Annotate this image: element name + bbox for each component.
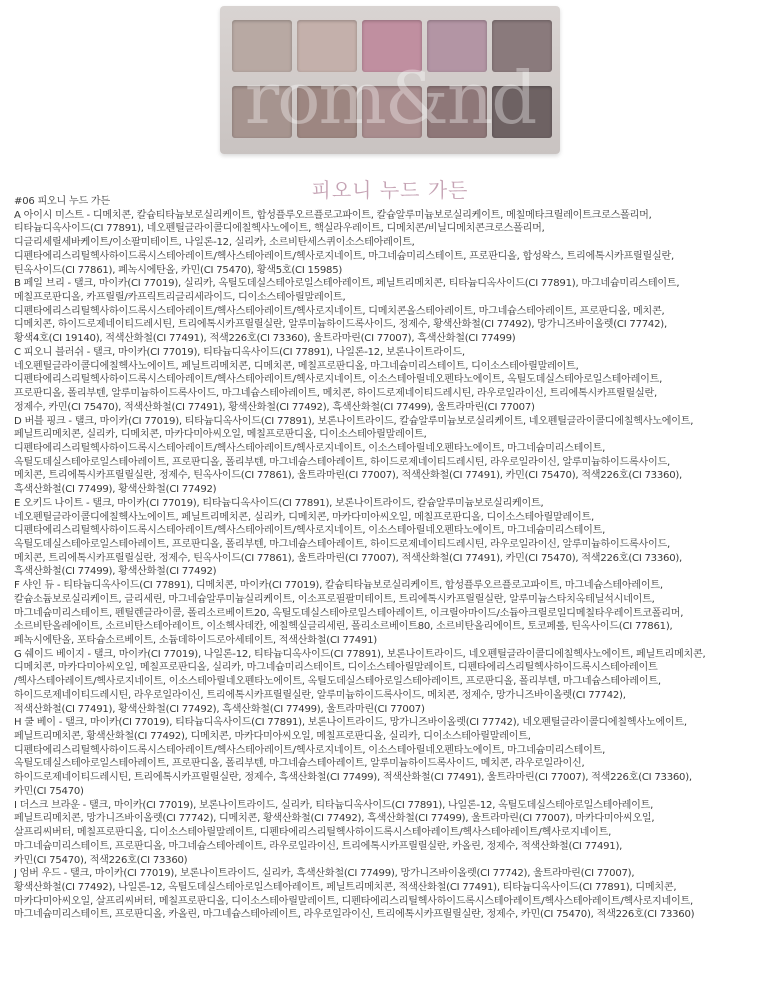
ingredient-line: 네오펜틸글라이콜디에칠헥사노에이트, 페닐트리메치콘, 실리카, 디메치콘, 마카다미아씨오일, 메칠프로판디올, 디이소스테아릴말레이트, bbox=[14, 511, 594, 523]
ingredient-line: 디펜타에리스리틸헥사하이드록시스테아레이트/헥사스테아레이트/헥사로지네이트, 이소스테아릴네오펜타노에이트, 마그네슘미리스테이트, bbox=[14, 744, 606, 756]
ingredient-line: E 오키드 나이트 - 탤크, 마이카(CI 77019), 티타늄디옥사이드(CI 77891), 보론나이트라이드, 칼슘알루미늄보로실리케이트, bbox=[14, 497, 544, 509]
ingredient-list bbox=[14, 195, 774, 922]
ingredient-line: 황색산화철(CI 77492), 나일론-12, 옥틸도데실스테아로일스테아레이트, 페닐트리메치콘, 적색산화철(CI 77491), 티타늄디옥사이드(CI 77891), 디메치콘, bbox=[14, 881, 677, 893]
ingredient-line: 황색4호(CI 19140), 적색산화철(CI 77491), 적색226호(CI 73360), 울트라마린(CI 77007), 흑색산화철(CI 77499) bbox=[14, 333, 516, 345]
ingredient-line: H 쿨 베이 - 탤크, 마이카(CI 77019), 티타늄디옥사이드(CI 77891), 보론나이트라이드, 망가니즈바이올렛(CI 77742), 네오펜틸글라이콜디에칠헥사노에이트, bbox=[14, 717, 687, 729]
ingredient-line: 네오펜틸글라이콜디에칠헥사노에이트, 페닐트리메치콘, 디메치콘, 메칠프로판디올, 마그네슘미리스테이트, 디이소스테아릴말레이트, bbox=[14, 360, 579, 372]
ingredient-line: 디펜타에리스리틸헥사하이드록시스테아레이트/헥사스테아레이트/헥사로지네이트, 이소스테아릴네오펜타노에이트, 마그네슘미리스테이트, bbox=[14, 442, 606, 454]
ingredient-line: 페닐트리메치콘, 황색산화철(CI 77492), 디메치콘, 마카다미아씨오일, 메칠프로판디올, 실리카, 디이소스테아릴말레이트, bbox=[14, 731, 531, 743]
product-photo bbox=[0, 0, 780, 172]
brand-watermark: rom&nd bbox=[244, 56, 536, 140]
ingredient-line: G 쉐이드 베이지 - 탤크, 마이카(CI 77019), 나일론-12, 티타늄디옥사이드(CI 77891), 보론나이트라이드, 네오펜틸글라이콜디에칠헥사노에이트, 페닐트리메치콘, bbox=[14, 648, 706, 660]
ingredient-line: 카민(CI 75470) bbox=[14, 785, 84, 797]
ingredient-line: 페닐트리메치콘, 망가니즈바이올렛(CI 77742), 디메치콘, 황색산화철(CI 77492), 흑색산화철(CI 77499), 울트라마린(CI 77007), 마카다미아씨오일, bbox=[14, 813, 655, 825]
ingredient-line: 소르비탄올레에이트, 소르비탄스테아레이트, 이소헥사데칸, 에칠헥실글리세린, 폴리소르베이트80, 소르비탄올리에이트, 토코페롤, 틴옥사이드(CI 77861), bbox=[14, 621, 673, 633]
ingredient-line: 디메치콘, 하이드로제네이티드레시틴, 트리에톡시카프릴릴실란, 알루미늄하이드록사이드, 정제수, 황색산화철(CI 77492), 망가니즈바이올렛(CI 77742), bbox=[14, 319, 667, 331]
ingredient-line: 칼슘소듐보로실리케이트, 글리세린, 마그네슘알루미늄실리케이트, 이소프로필팔미테이트, 트리에톡시카프릴릴실란, 알루미늄스타치옥테닐석시네이트, bbox=[14, 593, 655, 605]
ingredient-line: 티타늄디옥사이드(CI 77891), 네오펜틸글라이콜디에칠헥사노에이트, 핵실라우레이트, 디메치콘/비닐디메치콘크로스폴리머, bbox=[14, 223, 545, 235]
ingredient-line: B 페일 브리 - 탤크, 마이카(CI 77019), 실리카, 옥틸도데실스테아로일스테아레이트, 페닐트리메치콘, 티타늄디옥사이드(CI 77891), 마그네슘미리스테이트, bbox=[14, 278, 680, 290]
ingredient-line: 디펜타에리스리틸헥사하이드록시스테아레이트/헥사스테아레이트/헥사로지네이트, 디메치콘올스테아레이트, 마그네슘스테아레이트, 프로판디올, 메치콘, bbox=[14, 305, 665, 317]
ingredient-line: F 샤인 듀 - 티타늄디옥사이드(CI 77891), 디메치콘, 마이카(CI 77019), 칼슘티타늄보로실리케이트, 합성플루오르플로고파이트, 마그네슘스테아레이트, bbox=[14, 580, 663, 592]
ingredient-line: 메칠프로판디올, 카프릴릴/카프릭트리글리세라이드, 디이소스테아릴말레이트, bbox=[14, 292, 346, 304]
ingredient-line: 마그네슘미리스테이트, 프로판디올, 마그네슘스테아레이트, 라우로일라이신, 트리에톡시카프릴릴실란, 카올린, 정제수, 적색산화철(CI 77491), bbox=[14, 840, 623, 852]
ingredient-line: 페녹시에탄올, 포타슘소르베이트, 소듐데하이드로아세테이트, 적색산화철(CI 77491) bbox=[14, 635, 377, 646]
ingredient-line: 페닐트리메치콘, 실리카, 디메치콘, 마카다미아씨오일, 메칠프로판디올, 디이소스테아릴말레이트, bbox=[14, 429, 427, 441]
ingredient-line: D 버블 핑크 - 탤크, 마이카(CI 77019), 티타늄디옥사이드(CI 77891), 보론나이트라이드, 칼슘알루미늄보로실리케이트, 네오펜틸글라이콜디에칠헥사노에이트, bbox=[14, 415, 694, 427]
ingredient-line: 메치콘, 트리에톡시카프릴릴실란, 정제수, 틴옥사이드(CI 77861), 울트라마린(CI 77007), 적색산화철(CI 77491), 카민(CI 75470), 적색226호(CI 73360), bbox=[14, 470, 683, 482]
ingredient-line: 틴옥사이드(CI 77861), 폐녹시에탄올, 카민(CI 75470), 황색5호(CI 15985) bbox=[14, 264, 343, 276]
ingredient-line: 카민(CI 75470), 적색226호(CI 73360) bbox=[14, 854, 188, 866]
ingredient-line: 마카다미아씨오일, 살프리씨버터, 메칠프로판디올, 디이소스테아릴말레이트, 디펜타에리스리틸헥사하이드록시스테아레이트/헥사스테아레이트/헥사로지네이트, bbox=[14, 895, 693, 907]
ingredient-line: 메치콘, 트리에톡시카프릴릴실란, 정제수, 틴옥사이드(CI 77861), 울트라마린(CI 77007), 적색산화철(CI 77491), 카민(CI 75470), 적색226호(CI 73360), bbox=[14, 552, 683, 564]
ingredient-line: 정제수, 카민(CI 75470), 적색산화철(CI 77491), 황색산화철(CI 77492), 흑색산화철(CI 77499), 울트라마린(CI 77007) bbox=[14, 401, 535, 413]
ingredient-line: 살프리씨버터, 메칠프로판디올, 디이소스테아릴말레이트, 디펜타에리스리틸헥사하이드록시스테아레이트/헥사스테아레이트/헥사로지네이트, bbox=[14, 827, 612, 839]
ingredient-line: 옥틸도데실스테아로일스테아레이트, 프로판디올, 폴리부텐, 마그네슘스테아레이트, 하이드로제네이티드레시틴, 라우로일라이신, 알루미늄하이드록사이드, bbox=[14, 538, 670, 550]
ingredient-line: 적색산화철(CI 77491), 황색산화철(CI 77492), 흑색산화철(CI 77499), 울트라마린(CI 77007) bbox=[14, 703, 425, 715]
ingredient-line: 하이드로제네이티드레시틴, 라우로일라이신, 트리에톡시카프릴릴실란, 알루미늄하이드록사이드, 메치콘, 정제수, 망가니즈바이올렛(CI 77742), bbox=[14, 689, 626, 701]
ingredient-line: J 엄버 우드 - 탤크, 마이카(CI 77019), 보론나이트라이드, 실리카, 흑색산화철(CI 77499), 망가니즈바이올렛(CI 77742), 울트라마린(CI 77007), bbox=[14, 868, 635, 880]
ingredient-line: 흑색산화철(CI 77499), 황색산화철(CI 77492) bbox=[14, 566, 217, 578]
ingredient-line: 프로판디올, 폴리부텐, 알루미늄하이드록사이드, 마그네슘스테아레이트, 메치콘, 하이드로제네이티드레시틴, 라우로일라이신, 트리에톡시카프릴릴실란, bbox=[14, 388, 657, 400]
ingredient-line: A 아이시 미스트 - 디메치콘, 칼슘티타늄보로실리케이트, 합성플루오르플로고파이트, 칼슘알루미늄보로실리케이트, 메칠메타크릴레이트크로스폴리머, bbox=[14, 209, 652, 221]
ingredient-line: 디메치콘, 마카다미아씨오일, 메칠프로판디올, 실리카, 마그네슘미리스테이트, 디이소스테아릴말레이트, 디펜타에리스리틸헥사하이드록시스테아레이트 bbox=[14, 662, 658, 674]
ingredient-line: 디글리세릴세바케이트/이소팔미테이트, 나일론-12, 실리카, 소르비탄세스퀴이소스테아레이트, bbox=[14, 237, 415, 249]
ingredient-line: 디펜타에리스리틸헥사하이드록시스테아레이트/헥사스테아레이트/헥사로지네이트, 마그네슘미리스테이트, 프로판디올, 합성왁스, 트리에톡시카프릴릴실란, bbox=[14, 250, 674, 262]
ingredient-line: 하이드로제네이티드레시틴, 트리에톡시카프릴릴실란, 정제수, 흑색산화철(CI 77499), 적색산화철(CI 77491), 울트라마린(CI 77007), 적색226호(CI 73360), bbox=[14, 772, 692, 784]
ingredient-line: 마그네슘미리스테이트, 프로판디올, 카올린, 마그네슘스테아레이트, 라우로일라이신, 트리에톡시카프릴릴실란, 정제수, 카민(CI 75470), 적색226호(CI 73360) bbox=[14, 909, 695, 921]
ingredient-line: I 더스크 브라운 - 탤크, 마이카(CI 77019), 보론나이트라이드, 실리카, 티타늄디옥사이드(CI 77891), 나일론-12, 옥틸도데실스테아로일스테아레이트, bbox=[14, 799, 654, 811]
ingredient-line: C 피오니 블러쉬 - 탤크, 마이카(CI 77019), 티타늄디옥사이드(CI 77891), 나일론-12, 보론나이트라이드, bbox=[14, 346, 465, 358]
ingredient-line: 옥틸도데실스테아로일스테아레이트, 프로판디올, 폴리부텐, 마그네슘스테아레이트, 알루미늄하이드록사이드, 메치콘, 라우로일라이신, bbox=[14, 758, 585, 770]
ingredient-line: 디펜타에리스리틸헥사하이드록시스테아레이트/헥사스테아레이트/헥사로지네이트, 이소스테아릴네오펜타노에이트, 옥틸도데실스테아로일스테아레이트, bbox=[14, 374, 663, 386]
ingredient-line: 마그네슘미리스테이트, 펜틸렌글라이콜, 폴리소르베이트20, 옥틸도데실스테아로일스테아레이트, 이크릴아마이드/소듐아크릴로일디메칠타우레이트코폴리머, bbox=[14, 607, 684, 619]
product-heading: #06 피오니 누드 가든 bbox=[14, 196, 110, 207]
ingredient-line: 옥틸도데실스테아로일스테아레이트, 프로판디올, 폴리부텐, 마그네슘스테아레이트, 하이드로제네이티드레시틴, 라우로일라이신, 알루미늄하이드록사이드, bbox=[14, 456, 670, 468]
ingredient-line: 흑색산화철(CI 77499), 황색산화철(CI 77492) bbox=[14, 484, 217, 496]
ingredient-line: 디펜타에리스리틸헥사하이드록시스테아레이트/헥사스테아레이트/헥사로지네이트, 이소스테아릴네오펜타노에이트, 마그네슘미리스테이트, bbox=[14, 525, 606, 537]
product-caption: 피오니 누드 가든 bbox=[311, 178, 469, 202]
ingredient-line: /헥사스테아레이트/헥사로지네이트, 이소스테아릴네오펜타노에이트, 옥틸도데실스테아로일스테아레이트, 프로판디올, 폴리부텐, 마그네슘스테아레이트, bbox=[14, 676, 661, 688]
